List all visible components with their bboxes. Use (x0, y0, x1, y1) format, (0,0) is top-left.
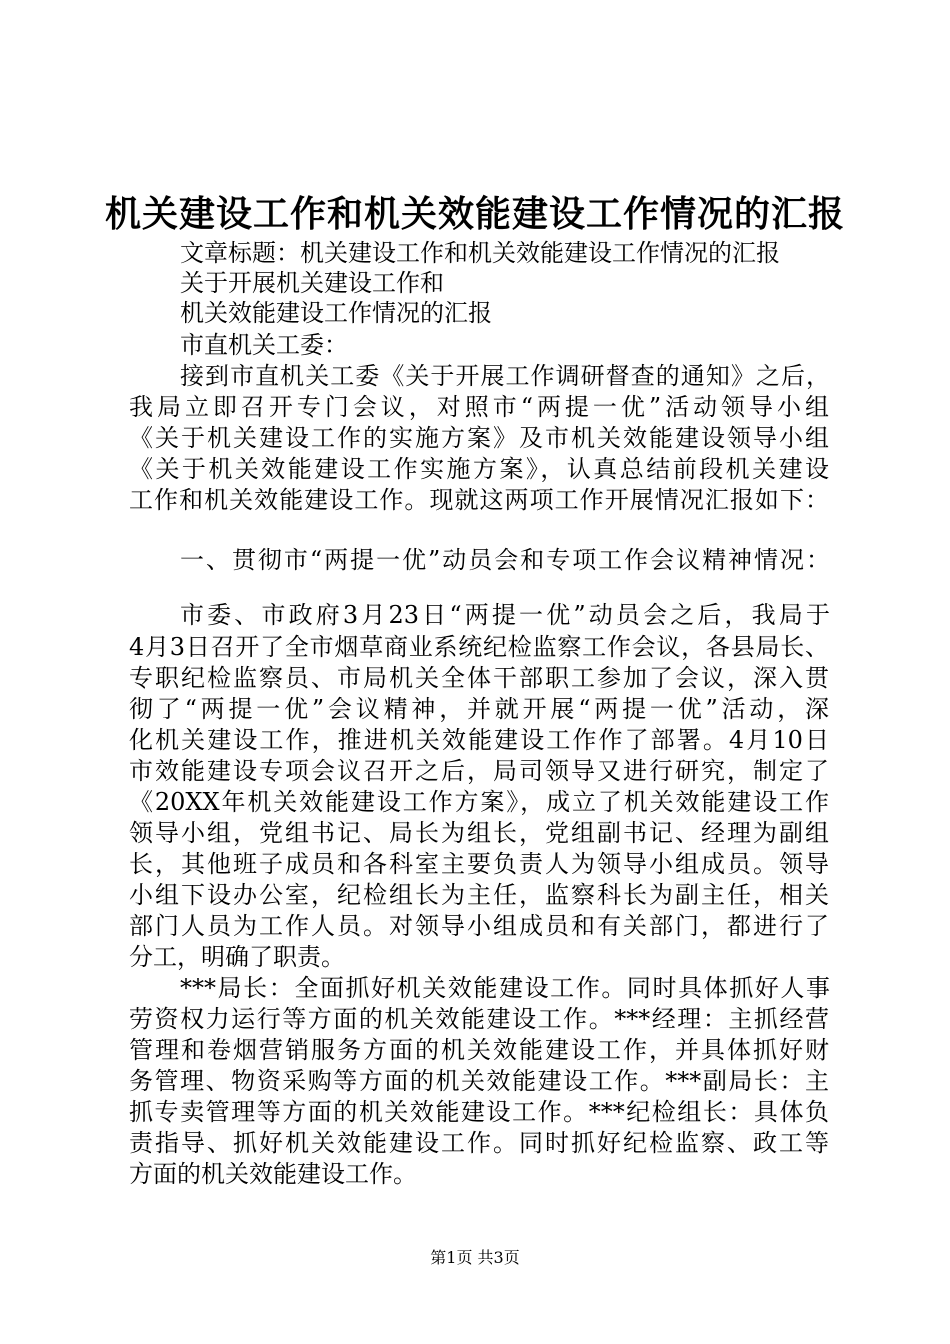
paragraph-line: 劳资权力运行等方面的机关效能建设工作。***经理：主抓经营 (129, 1005, 829, 1033)
paragraph-line: 务管理、物资采购等方面的机关效能建设工作。***副局长：主 (129, 1067, 829, 1095)
paragraph-line: 《20XX年机关效能建设工作方案》，成立了机关效能建设工作 (129, 788, 829, 816)
paragraph-line: 专职纪检监察员、市局机关全体干部职工参加了会议，深入贯 (129, 664, 829, 692)
paragraph-line: ***局长：全面抓好机关效能建设工作。同时具体抓好人事 (180, 974, 830, 1002)
header-line: 市直机关工委： (180, 331, 348, 359)
paragraph-line: 领导小组，党组书记、局长为组长，党组副书记、经理为副组 (129, 819, 829, 847)
paragraph-line: 分工，明确了职责。 (129, 943, 345, 971)
document-title: 机关建设工作和机关效能建设工作情况的汇报 (104, 193, 845, 235)
paragraph-line: 小组下设办公室，纪检组长为主任，监察科长为副主任，相关 (129, 881, 829, 909)
paragraph-line: 工作和机关效能建设工作。现就这两项工作开展情况汇报如下： (129, 486, 829, 514)
paragraph-line: 接到市直机关工委《关于开展工作调研督查的通知》之后， (180, 362, 830, 390)
paragraph-line: 《关于机关效能建设工作实施方案》，认真总结前段机关建设 (129, 455, 829, 483)
paragraph-line: 责指导、抓好机关效能建设工作。同时抓好纪检监察、政工等 (129, 1129, 829, 1157)
paragraph-line: 《关于机关建设工作的实施方案》及市机关效能建设领导小组 (129, 424, 829, 452)
section-heading: 一、贯彻市“两提一优”动员会和专项工作会议精神情况： (180, 546, 830, 574)
header-line: 机关效能建设工作情况的汇报 (180, 299, 492, 327)
paragraph-line: 我局立即召开专门会议，对照市“两提一优”活动领导小组 (129, 393, 829, 421)
paragraph-line: 部门人员为工作人员。对领导小组成员和有关部门，都进行了 (129, 912, 829, 940)
paragraph-line: 化机关建设工作，推进机关效能建设工作作了部署。4月10日 (129, 726, 829, 754)
paragraph-line: 市委、市政府3月23日“两提一优”动员会之后，我局于 (180, 601, 830, 629)
paragraph-line: 抓专卖管理等方面的机关效能建设工作。***纪检组长：具体负 (129, 1098, 829, 1126)
paragraph-line: 彻了“两提一优”会议精神，并就开展“两提一优”活动，深 (129, 695, 829, 723)
paragraph-line: 4月3日召开了全市烟草商业系统纪检监察工作会议，各县局长、 (129, 633, 829, 661)
paragraph-line: 管理和卷烟营销服务方面的机关效能建设工作，并具体抓好财 (129, 1036, 829, 1064)
page-footer: 第1页 共3页 (430, 1248, 520, 1267)
header-line: 文章标题：机关建设工作和机关效能建设工作情况的汇报 (180, 239, 780, 267)
paragraph-line: 市效能建设专项会议召开之后，局司领导又进行研究，制定了 (129, 757, 829, 785)
header-line: 关于开展机关建设工作和 (180, 269, 444, 297)
paragraph-line: 方面的机关效能建设工作。 (129, 1160, 417, 1188)
paragraph-line: 长，其他班子成员和各科室主要负责人为领导小组成员。领导 (129, 850, 829, 878)
